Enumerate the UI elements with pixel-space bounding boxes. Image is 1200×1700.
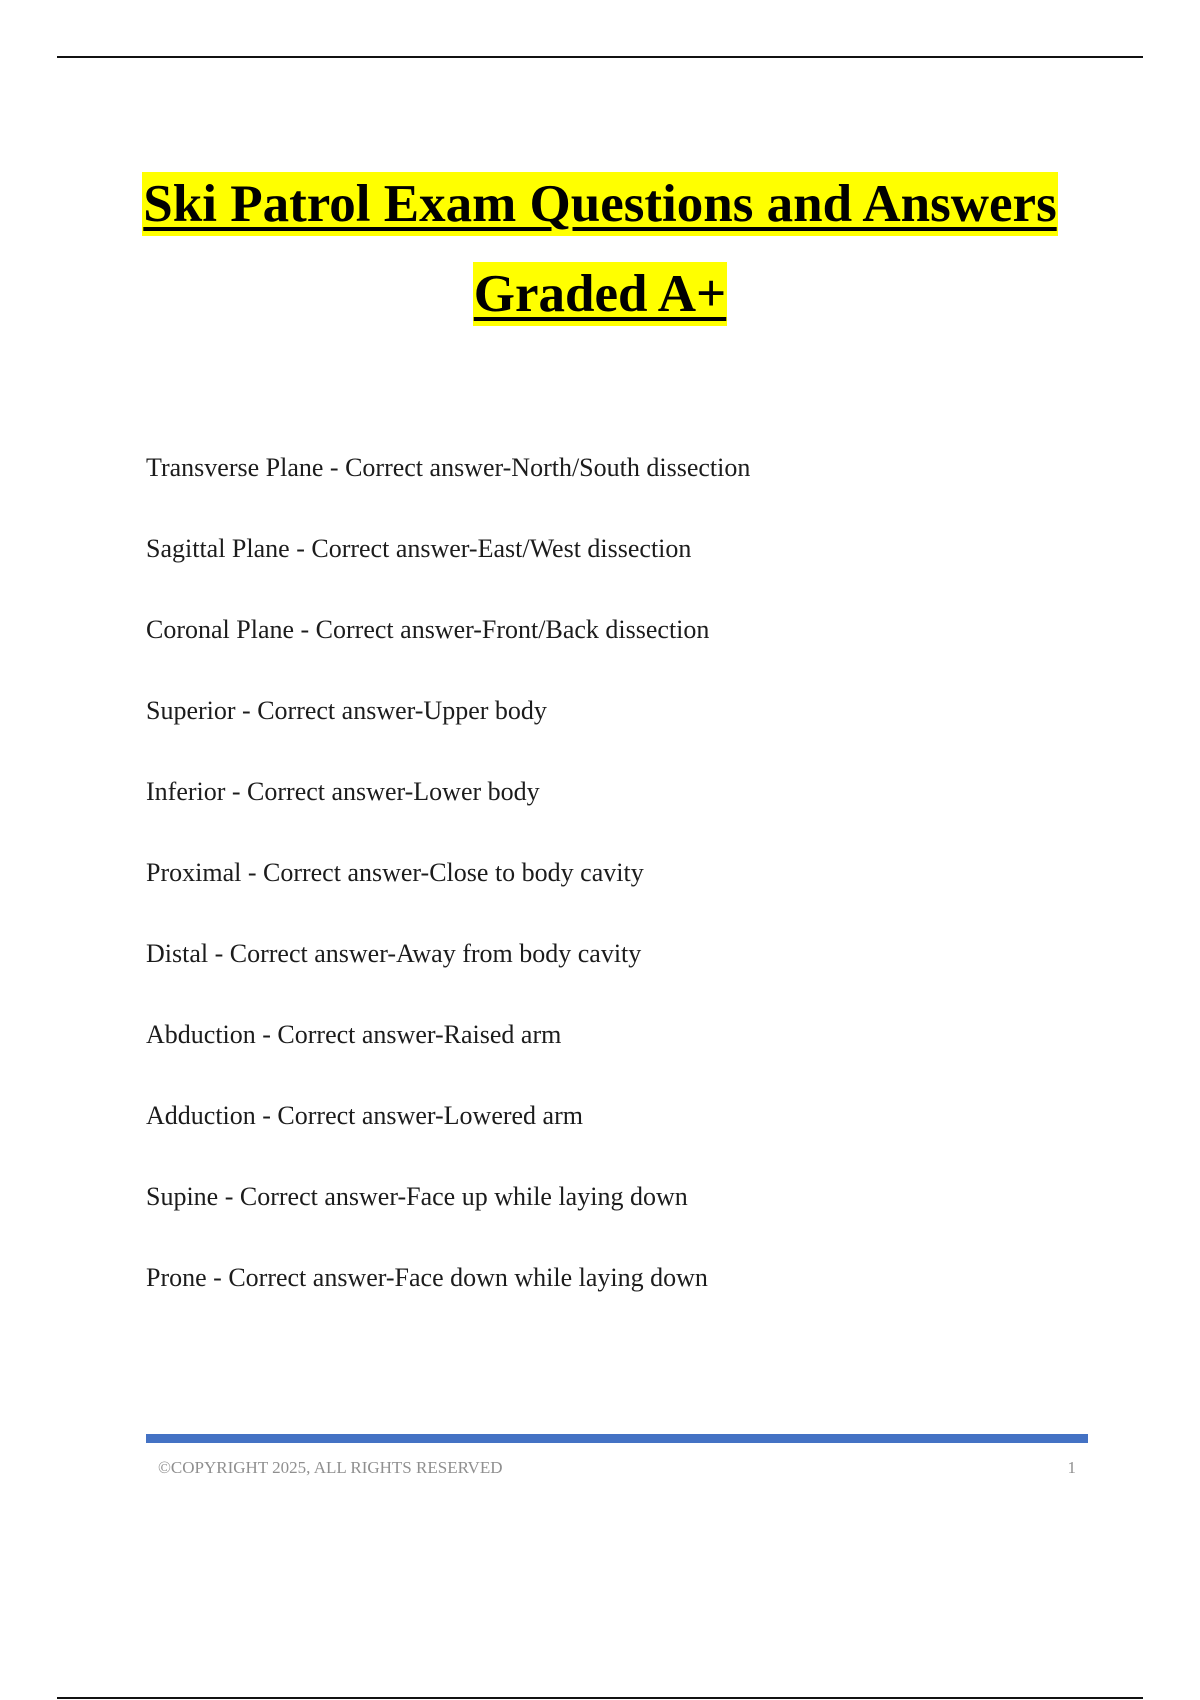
qa-item-adduction: Adduction - Correct answer-Lowered arm <box>146 1101 583 1130</box>
top-page-rule <box>57 56 1143 58</box>
page-footer <box>158 1456 1076 1480</box>
document-title <box>0 172 1200 326</box>
qa-item-inferior: Inferior - Correct answer-Lower body <box>146 777 540 806</box>
qa-item-supine: Supine - Correct answer-Face up while laying down <box>146 1182 688 1211</box>
qa-item-coronal-plane: Coronal Plane - Correct answer-Front/Back dissection <box>146 615 710 644</box>
footer-rule <box>146 1434 1088 1443</box>
title-line-2: Graded A+ <box>473 262 728 326</box>
bottom-page-rule <box>57 1697 1143 1699</box>
footer-page-number: 1 <box>1067 1458 1076 1477</box>
qa-item-transverse-plane: Transverse Plane - Correct answer-North/South dissection <box>146 453 751 482</box>
qa-item-prone: Prone - Correct answer-Face down while laying down <box>146 1263 708 1292</box>
qa-item-abduction: Abduction - Correct answer-Raised arm <box>146 1020 562 1049</box>
qa-list <box>146 448 1106 1339</box>
qa-item-superior: Superior - Correct answer-Upper body <box>146 696 547 725</box>
footer-copyright: ©COPYRIGHT 2025, ALL RIGHTS RESERVED <box>158 1458 503 1477</box>
title-line-1: Ski Patrol Exam Questions and Answers <box>142 172 1057 236</box>
qa-item-distal: Distal - Correct answer-Away from body cavity <box>146 939 642 968</box>
qa-item-sagittal-plane: Sagittal Plane - Correct answer-East/West dissection <box>146 534 692 563</box>
qa-item-proximal: Proximal - Correct answer-Close to body cavity <box>146 858 644 887</box>
